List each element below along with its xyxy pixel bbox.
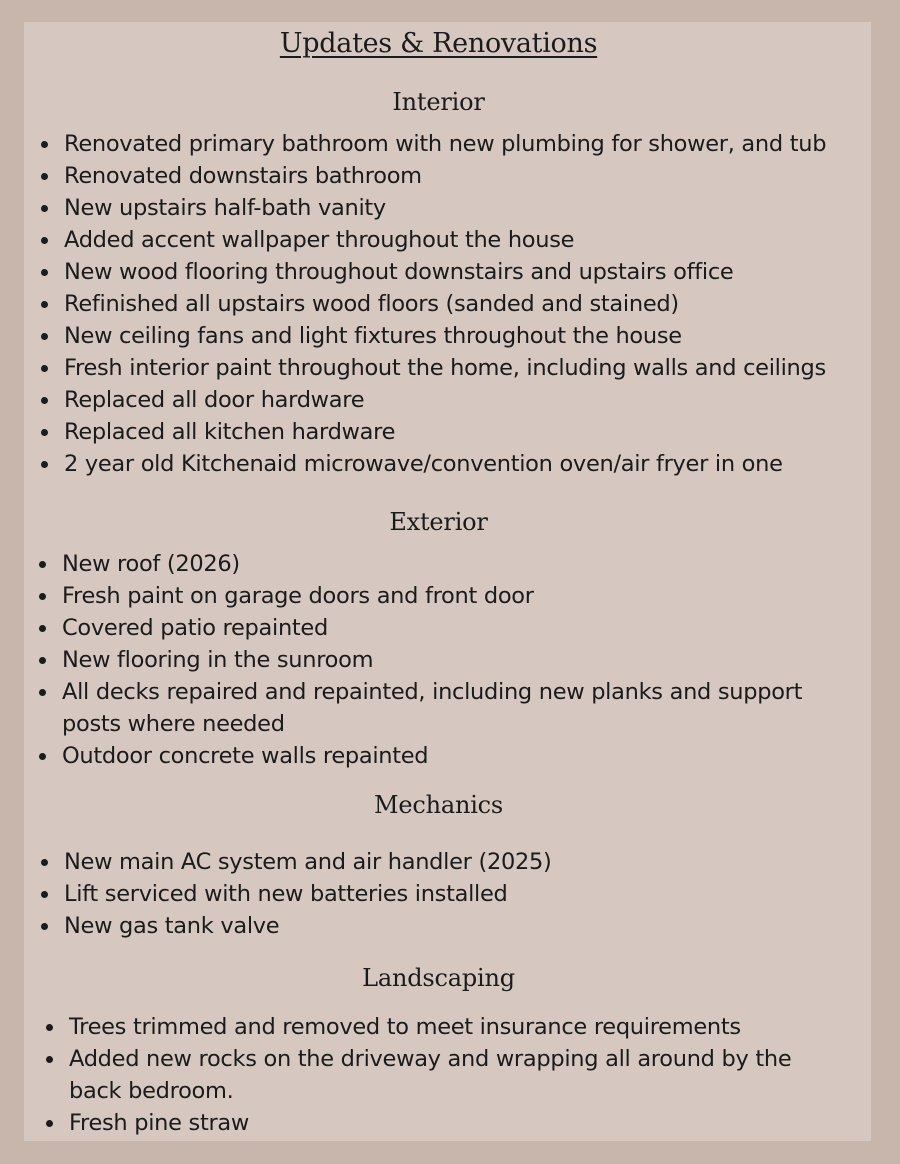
list-item: All decks repaired and repainted, including new planks and support posts where needed xyxy=(62,676,842,740)
mechanics-list xyxy=(64,846,894,942)
list-item: Renovated primary bathroom with new plumbing for shower, and tub xyxy=(64,128,894,160)
list-item: New ceiling fans and light fixtures throughout the house xyxy=(64,320,894,352)
exterior-list xyxy=(62,548,842,772)
page-title: Updates & Renovations xyxy=(279,28,598,59)
list-item: Trees trimmed and removed to meet insurance requirements xyxy=(69,1011,829,1043)
list-item: 2 year old Kitchenaid microwave/convention oven/air fryer in one xyxy=(64,448,894,480)
section-heading-mechanics: Mechanics xyxy=(373,791,504,819)
list-item: Added accent wallpaper throughout the house xyxy=(64,224,894,256)
list-item: New gas tank valve xyxy=(64,910,894,942)
section-heading-landscaping: Landscaping xyxy=(362,964,515,992)
list-item: New flooring in the sunroom xyxy=(62,644,842,676)
list-item: New roof (2026) xyxy=(62,548,842,580)
section-heading-exterior: Exterior xyxy=(389,508,488,536)
interior-list xyxy=(64,128,894,480)
list-item: Lift serviced with new batteries installed xyxy=(64,878,894,910)
list-item: New upstairs half-bath vanity xyxy=(64,192,894,224)
list-item: Fresh interior paint throughout the home, including walls and ceilings xyxy=(64,352,894,384)
list-item: Fresh pine straw xyxy=(69,1107,829,1139)
list-item: Replaced all kitchen hardware xyxy=(64,416,894,448)
list-item: Refinished all upstairs wood floors (sanded and stained) xyxy=(64,288,894,320)
list-item: Outdoor concrete walls repainted xyxy=(62,740,842,772)
list-item: Renovated downstairs bathroom xyxy=(64,160,894,192)
list-item: Added new rocks on the driveway and wrapping all around by the back bedroom. xyxy=(69,1043,829,1107)
list-item: Fresh paint on garage doors and front door xyxy=(62,580,842,612)
list-item: Covered patio repainted xyxy=(62,612,842,644)
list-item: New main AC system and air handler (2025) xyxy=(64,846,894,878)
list-item: New wood flooring throughout downstairs and upstairs office xyxy=(64,256,894,288)
list-item: Replaced all door hardware xyxy=(64,384,894,416)
section-heading-interior: Interior xyxy=(392,88,485,116)
landscaping-list xyxy=(69,1011,829,1139)
